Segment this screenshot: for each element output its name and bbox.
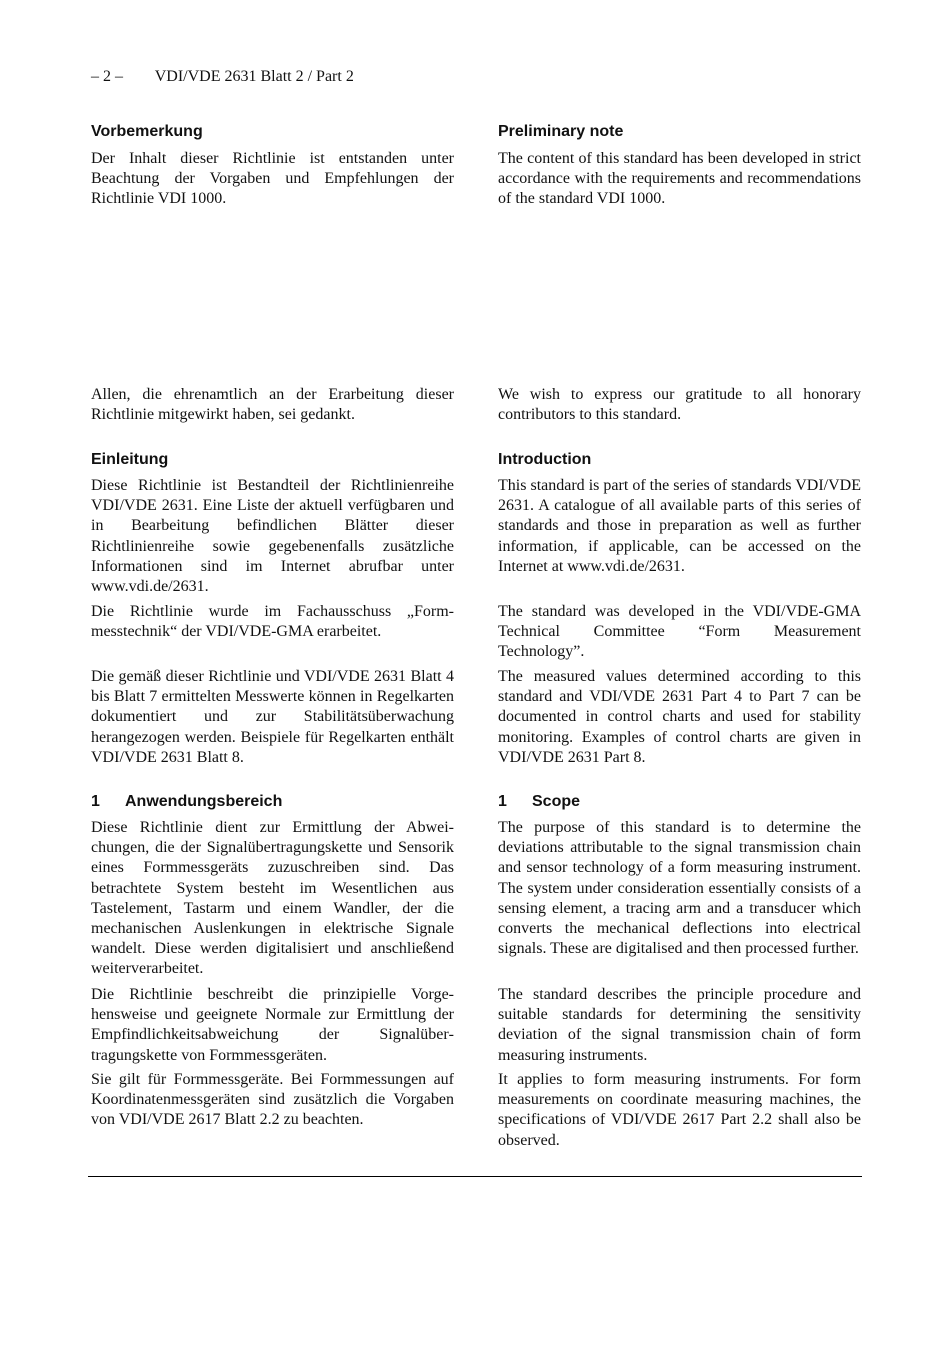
scope-paragraph-3-de: Sie gilt für Formmessgeräte. Bei Formmessungen auf Koordinatenmessgeräten sind zusätzlich die Vorgaben von VDI/VDE 2617 Blatt 2.2 zu beachten.: [91, 1071, 454, 1129]
page-number: – 2 –: [91, 68, 123, 85]
scope-paragraph-3-en: It applies to form measuring instruments. For form measurements on coordinate measuring machines, the specifications of VDI/VDE 2617 Part 2.2 shall also be observed.: [498, 1071, 861, 1149]
scope-paragraph-2-en: The standard describes the principle procedure and suitable standards for determining the sensitivity deviation of the signal transmission chain of form measuring instruments.: [498, 986, 861, 1064]
introduction-paragraph-1-en: This standard is part of the series of standards VDI/VDE 2631. A catalogue of all available parts of this series of standards and those in preparation as well as further information, if applicable, can be accessed on the Internet at www.vdi.de/2631.: [498, 477, 861, 575]
introduction-paragraph-3-de: Die gemäß dieser Richtlinie und VDI/VDE 2631 Blatt 4 bis Blatt 7 ermittelten Messwerte können in Regelkarten dokumentiert und zur Stabilitätsüberwachung herangezogen werden. Beispiele für Regelkarten enthält VDI/VDE 2631 Blatt 8.: [91, 668, 454, 766]
preliminary-heading-en: Preliminary note: [498, 123, 624, 140]
section-number: 1: [498, 793, 507, 810]
preliminary-heading-de: Vorbemerkung: [91, 123, 203, 140]
scope-paragraph-2-de: Die Richtlinie beschreibt die prinzipielle Vorgehensweise und geeignete Normale zur Ermittlung der Empfindlichkeitsabweichung der Signalübertragungskette von Formmessgeräten.: [91, 986, 454, 1064]
section-number: 1: [91, 793, 100, 810]
document-reference: VDI/VDE 2631 Blatt 2 / Part 2: [154, 68, 354, 85]
preliminary-text-en: The content of this standard has been developed in strict accordance with the requirements and recommendations of the standard VDI 1000.: [498, 150, 861, 208]
preliminary-text-de: Der Inhalt dieser Richtlinie ist entstanden unter Beachtung der Vorgaben und Empfehlungen der Richtlinie VDI 1000.: [91, 150, 454, 208]
introduction-heading-en: Introduction: [498, 451, 592, 468]
introduction-paragraph-3-en: The measured values determined according to this standard and VDI/VDE 2631 Part 4 to Part 7 can be documented in control charts and used for stability monitoring. Examples of control charts are given in VDI/VDE 2631 Part 8.: [498, 668, 861, 766]
thanks-text-de: Allen, die ehrenamtlich an der Erarbeitung dieser Richtlinie mitgewirkt haben, sei gedankt.: [91, 386, 454, 424]
footer-rule: [88, 1176, 862, 1177]
section-title: Scope: [532, 793, 581, 810]
introduction-heading-de: Einleitung: [91, 451, 169, 468]
thanks-text-en: We wish to express our gratitude to all honorary contributors to this standard.: [498, 386, 861, 424]
introduction-paragraph-2-de: Die Richtlinie wurde im Fachausschuss „Formmesstechnik“ der VDI/VDE-GMA erarbeitet.: [91, 603, 454, 641]
scope-heading-de: [91, 792, 282, 812]
scope-paragraph-1-en: The purpose of this standard is to determine the deviations attributable to the signal transmission chain and sensor technology of a form measuring instrument. The system under consideration essentially consists of a sensing element, a tracing arm and a transducer which converts the mechanical deflections into electrical signals. These are digitalised and then processed further.: [498, 819, 861, 958]
section-title: Anwendungsbereich: [125, 793, 283, 810]
introduction-paragraph-2-en: The standard was developed in the VDI/VDE-GMA Technical Committee “Form Measurement Technology”.: [498, 603, 861, 661]
scope-paragraph-1-de: Diese Richtlinie dient zur Ermittlung der Abweichungen, die der Signalübertragungskette und Sensorik eines Formmessgeräts zuzuschreiben sind. Das betrachtete System besteht im Wesentlichen aus Tastelement, Tastarm und einem Wandler, der die mechanischen Auslenkungen in elektrische Signale wandelt. Diese werden digitalisiert und anschließend weiterverarbeitet.: [91, 819, 454, 978]
page-header: [91, 68, 354, 86]
introduction-paragraph-1-de: Diese Richtlinie ist Bestandteil der Richtlinienreihe VDI/VDE 2631. Eine Liste der aktuell verfügbaren und in Bearbeitung befindlichen Blätter dieser Richtlinienreihe sowie gegebenenfalls zusätzliche Informationen sind im Internet abrufbar unter www.vdi.de/2631.: [91, 477, 454, 596]
scope-heading-en: [498, 792, 580, 812]
